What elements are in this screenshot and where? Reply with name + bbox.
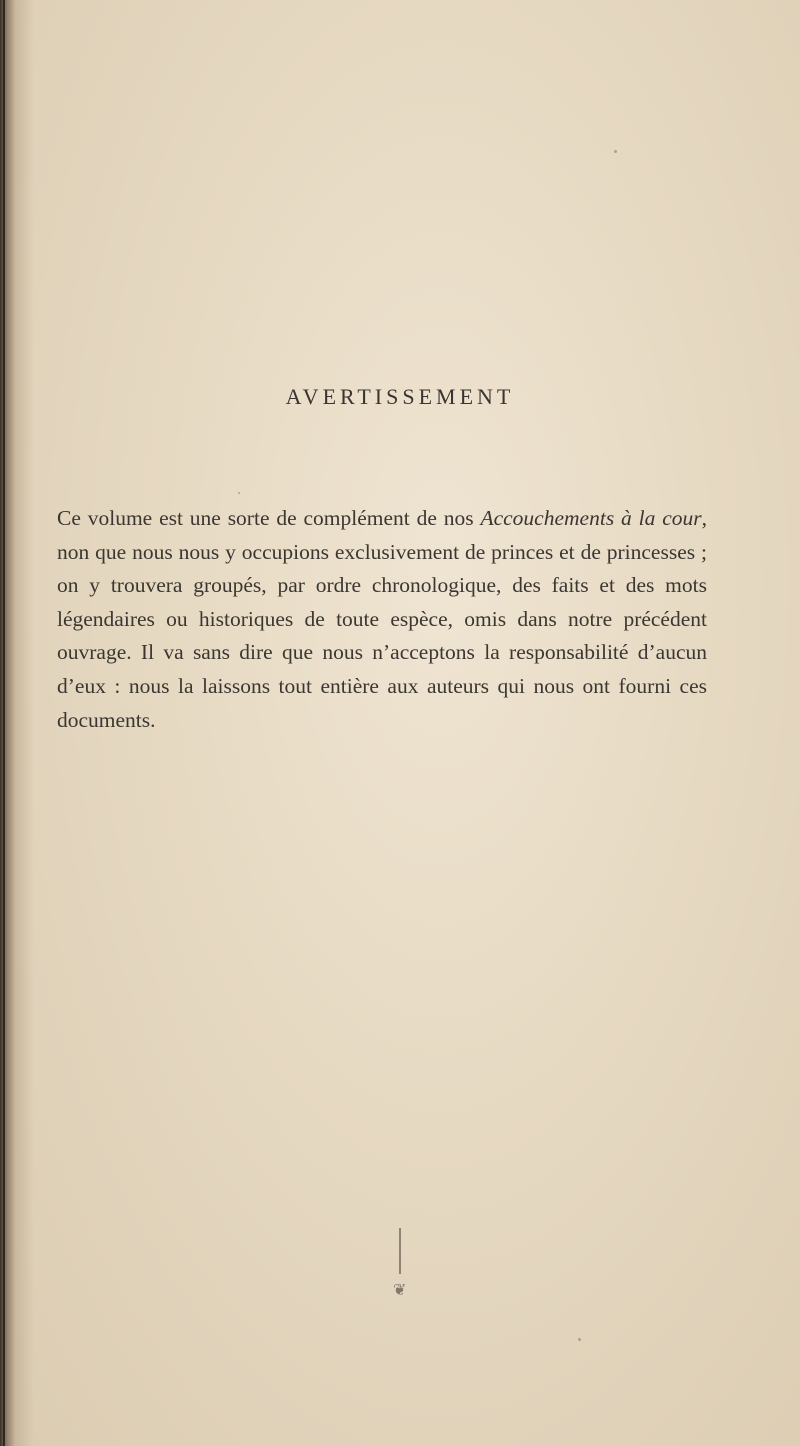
book-title-reference: Accouchements à la cour xyxy=(480,506,702,530)
library-mark-icon: ❦ xyxy=(393,1282,407,1299)
paragraph-text-end: , non que nous nous y occupions exclusivement de princes et de princesses ; on y trouvera groupés, par ordre chronologique, des faits et des mots légendaires ou historiques de toute espèce, omis dans notre précédent ouvrage. Il va sans dire que nous n’acceptons la responsabilité d’aucun d’eux : nous la laissons tout entière aux auteurs qui nous ont fourni ces documents. xyxy=(57,506,707,732)
page-title: AVERTISSEMENT xyxy=(285,384,515,409)
binding-edge xyxy=(3,0,5,1446)
foreword-paragraph xyxy=(57,502,707,737)
book-spine-shadow xyxy=(0,0,34,1446)
paper-fleck xyxy=(578,1338,581,1341)
paper-fleck xyxy=(614,150,617,153)
paragraph-text-start: Ce volume est une sorte de complément de nos xyxy=(57,506,481,530)
library-mark-line xyxy=(399,1228,401,1274)
paper-fleck xyxy=(238,492,240,494)
